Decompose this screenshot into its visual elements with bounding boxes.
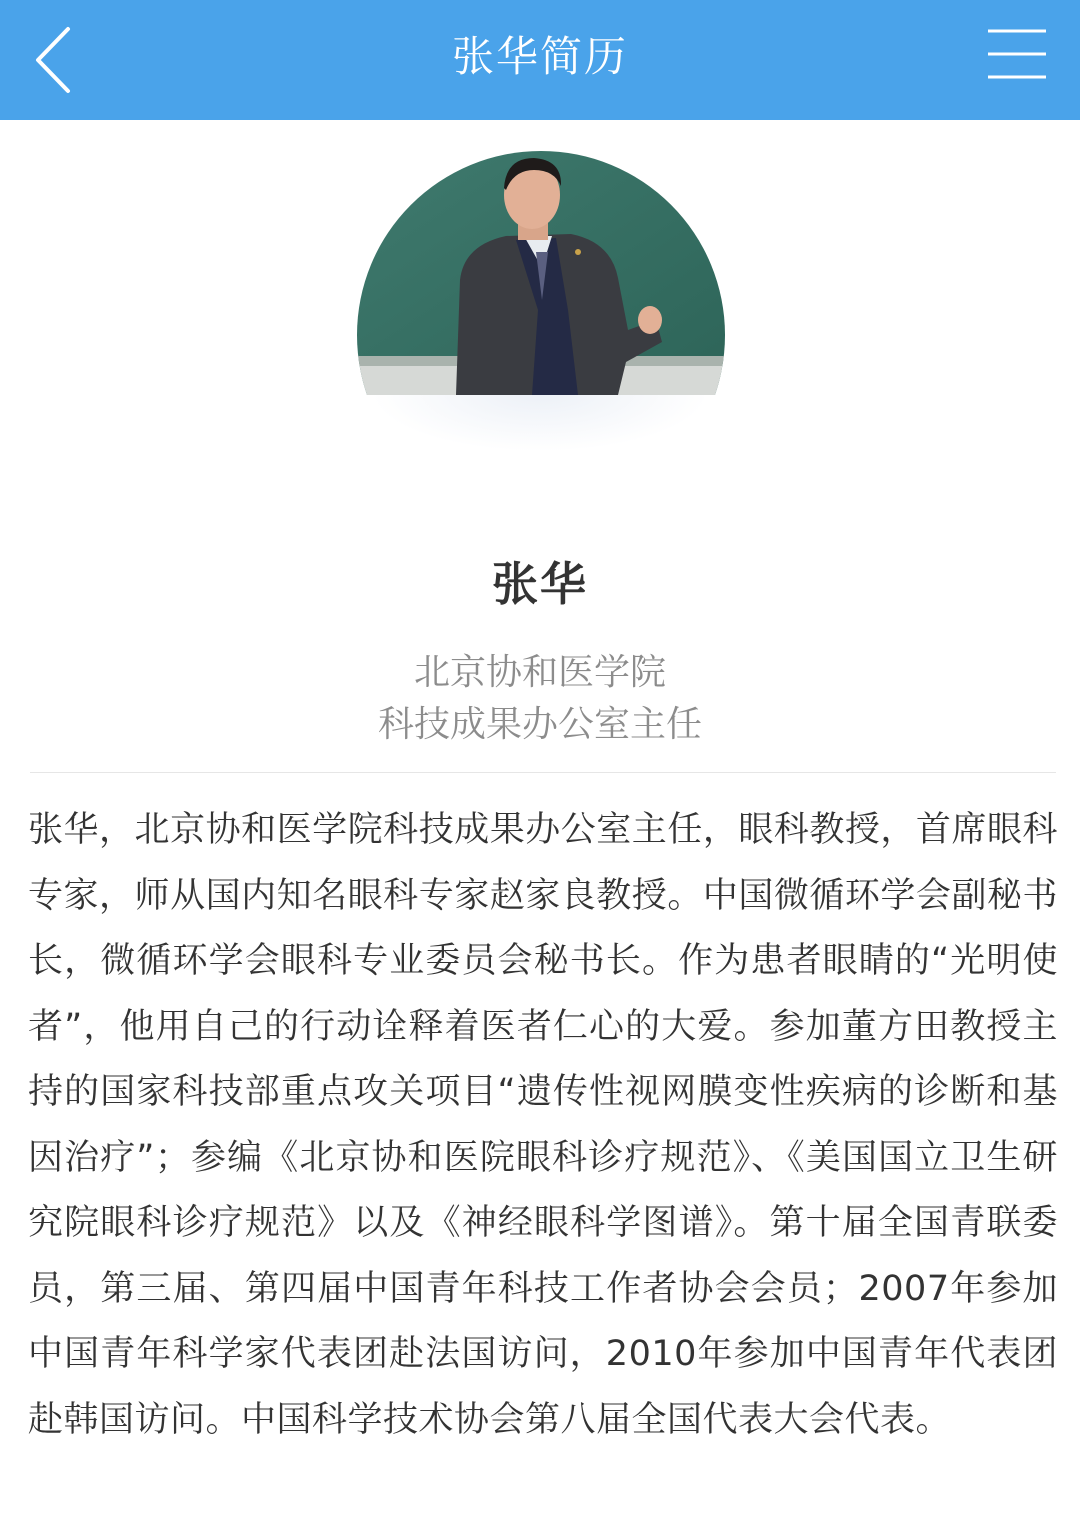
hamburger-menu-icon	[986, 28, 1048, 80]
organization-label: 北京协和医学院	[413, 652, 666, 693]
top-navigation-bar	[0, 0, 1080, 120]
back-button[interactable]	[14, 14, 94, 106]
chevron-left-icon	[34, 25, 74, 95]
divider	[30, 772, 1056, 773]
person-name: 张华	[492, 557, 588, 611]
position-label: 科技成果办公室主任	[377, 704, 702, 745]
menu-button[interactable]	[972, 14, 1062, 94]
biography-text: 张华，北京协和医学院科技成果办公室主任，眼科教授，首席眼科专家，师从国内知名眼科专家赵家良教授。中国微循环学会副秘书长，微循环学会眼科专业委员会秘书长。作为患者眼睛的“光明使者”，他用自己的行动诠释着医者仁心的大爱。参加董方田教授主持的国家科技部重点攻关项目“遗传性视网膜变性疾病的诊断和基因治疗”；参编《北京协和医院眼科诊疗规范》、《美国国立卫生研究院眼科诊疗规范》以及《神经眼科学图谱》。第十届全国青联委员，第三届、第四届中国青年科技工作者协会会员；2007年参加中国青年科学家代表团赴法国访问，2010年参加中国青年代表团赴韩国访问。中国科学技术协会第八届全国代表大会代表。	[28, 810, 1058, 1440]
avatar	[356, 150, 726, 395]
portrait-photo	[356, 150, 726, 395]
page-title: 张华简历	[451, 32, 628, 81]
avatar-reflection	[370, 392, 710, 452]
